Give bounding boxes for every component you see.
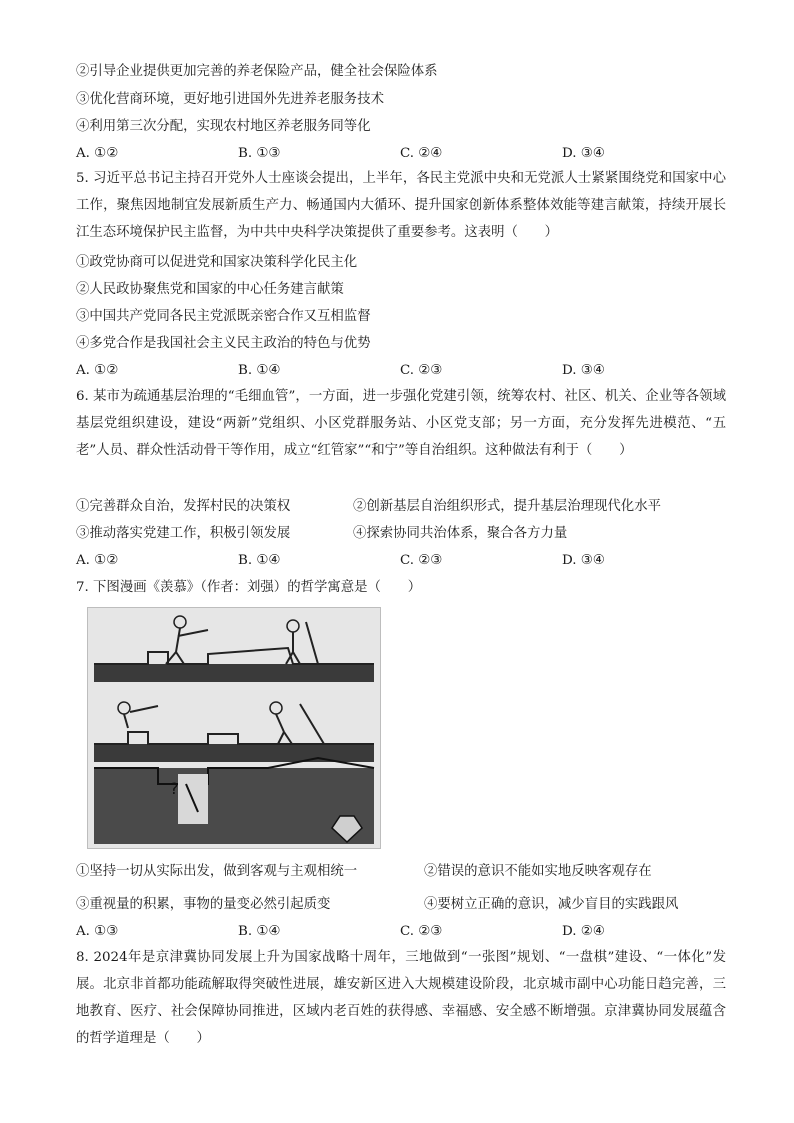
q4-item-3: ③优化营商环境，更好地引进国外先进养老服务技术 (76, 92, 384, 107)
q6-options (76, 551, 726, 571)
q5-option-c[interactable]: C. ②③ (400, 363, 443, 378)
q4-option-a[interactable]: A. ①② (76, 146, 119, 161)
q4-option-c[interactable]: C. ②④ (400, 146, 443, 161)
q7-item-1: ①坚持一切从实际出发，做到客观与主观相统一 (76, 864, 358, 879)
q5-item-2: ②人民政协聚焦党和国家的中心任务建言献策 (76, 282, 344, 297)
q6-items-row-2 (76, 524, 726, 544)
q5-item-3: ③中国共产党同各民主党派既亲密合作又互相监督 (76, 309, 371, 324)
cartoon-panel-3 (94, 758, 374, 844)
q7-stem: 7. 下图漫画《羡慕》（作者：刘强）的哲学寓意是（ ） (76, 580, 422, 595)
q7-option-b[interactable]: B. ①④ (238, 924, 281, 939)
q5-options (76, 361, 726, 381)
q7-option-d[interactable]: D. ②④ (562, 924, 605, 939)
q5-option-a[interactable]: A. ①② (76, 363, 119, 378)
q5-option-b[interactable]: B. ①④ (238, 363, 281, 378)
q7-options (76, 922, 726, 942)
q6-item-4: ④探索协同共治体系，聚合各方力量 (353, 526, 568, 541)
q6-item-2: ②创新基层自治组织形式，提升基层治理现代化水平 (353, 499, 661, 514)
q6-option-a[interactable]: A. ①② (76, 553, 119, 568)
q7-item-4: ④要树立正确的意识，减少盲目的实践跟风 (424, 897, 679, 912)
q4-option-b[interactable]: B. ①③ (238, 146, 281, 161)
q6-option-b[interactable]: B. ①④ (238, 553, 281, 568)
q6-option-d[interactable]: D. ③④ (562, 553, 605, 568)
q4-item-4: ④利用第三次分配，实现农村地区养老服务同等化 (76, 119, 371, 134)
q6-item-3: ③推动落实党建工作，积极引领发展 (76, 526, 291, 541)
q4-options (76, 144, 726, 164)
q7-item-3: ③重视量的积累，事物的量变必然引起质变 (76, 897, 331, 912)
q6-item-1: ①完善群众自治，发挥村民的决策权 (76, 499, 291, 514)
q6-option-c[interactable]: C. ②③ (400, 553, 443, 568)
q6-stem: 6. 某市为疏通基层治理的“毛细血管”，一方面，进一步强化党建引领，统筹农村、社区、机关、企业等各领域基层党组织建设，建设“两新”党组织、小区党群服务站、小区党支部；另一方面，充分发挥先进模范、“五老”人员、群众性活动骨干等作用，成立“红管家”“和宁”等自治组织。这种做法有利于（ ） (76, 389, 726, 458)
cartoon-question-mark: ? (170, 779, 179, 798)
q7-item-2: ②错误的意识不能如实地反映客观存在 (424, 864, 652, 879)
q5-stem: 5. 习近平总书记主持召开党外人士座谈会提出，上半年，各民主党派中央和无党派人士紧紧围绕党和国家中心工作，聚焦因地制宜发展新质生产力、畅通国内大循环、提升国家创新体系整体效能等建言献策，持续开展长江生态环境保护民主监督，为中共中央科学决策提供了重要参考。这表明（ ） (76, 171, 726, 240)
cartoon-drawing (88, 608, 380, 848)
q5-option-d[interactable]: D. ③④ (562, 363, 605, 378)
q5-item-1: ①政党协商可以促进党和国家决策科学化民主化 (76, 255, 358, 270)
q7-option-a[interactable]: A. ①③ (76, 924, 119, 939)
cartoon-envy-image (87, 607, 381, 849)
q7-items-row-1 (76, 862, 726, 882)
q5-item-4: ④多党合作是我国社会主义民主政治的特色与优势 (76, 336, 371, 351)
q7-option-c[interactable]: C. ②③ (400, 924, 443, 939)
q8-stem: 8. 2024年是京津冀协同发展上升为国家战略十周年，三地做到“一张图”规划、“一盘棋”建设、“一体化”发展。北京非首都功能疏解取得突破性进展，雄安新区进入大规模建设阶段，北京城市副中心功能日趋完善，三地教育、医疗、社会保障协同推进，区域内老百姓的获得感、幸福感、安全感不断增强。京津冀协同发展蕴含的哲学道理是（ ） (76, 950, 726, 1046)
q7-items-row-2 (76, 895, 726, 915)
q4-item-2: ②引导企业提供更加完善的养老保险产品，健全社会保险体系 (76, 64, 438, 79)
q6-items-row-1 (76, 497, 726, 517)
q4-option-d[interactable]: D. ③④ (562, 146, 605, 161)
